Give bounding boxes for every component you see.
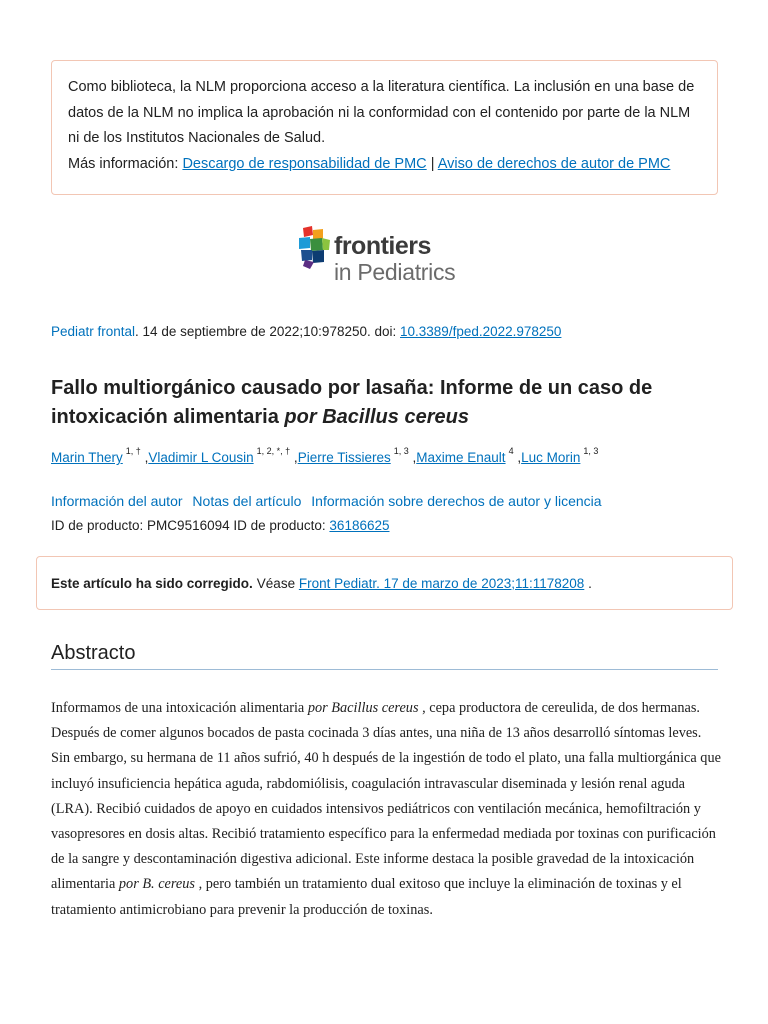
citation-line	[51, 324, 561, 339]
pmc-disclaimer-link[interactable]: Descargo de responsabilidad de PMC	[182, 155, 427, 172]
article-notes-toggle[interactable]: Notas del artículo	[192, 493, 302, 509]
correction-link[interactable]: Front Pediatr. 17 de marzo de 2023;11:1178208	[298, 575, 585, 591]
article-info-links	[51, 493, 608, 509]
author-link[interactable]: Maxime Enault	[416, 450, 506, 465]
ids-text: ID de producto: PMC9516094 ID de producto:	[51, 518, 330, 533]
author-affiliation: 4	[508, 446, 514, 456]
pmid-link[interactable]: 36186625	[329, 518, 390, 533]
title-main: Fallo multiorgánico causado por lasaña: Informe de un caso de intoxicación alimentaria	[51, 377, 653, 428]
correction-end: .	[588, 575, 592, 591]
author-affiliation: 1, 3	[393, 446, 409, 456]
abstract-part: , pero también un tratamiento dual exitoso que incluye la eliminación de toxinas y el tratamiento antimicrobiano para prevenir la producción de toxinas.	[51, 876, 682, 918]
nlm-disclaimer-box	[51, 60, 718, 195]
author-separator: ,	[293, 450, 298, 465]
abstract-italic: por B. cereus	[118, 876, 195, 893]
author-affiliation: 1, 3	[583, 446, 599, 456]
copyright-info-toggle[interactable]: Información sobre derechos de autor y licencia	[311, 493, 602, 509]
pmc-copyright-link[interactable]: Aviso de derechos de autor de PMC	[437, 155, 671, 172]
author-affiliation: 1, 2, *, †	[256, 446, 291, 456]
author-link[interactable]: Marin Thery	[51, 450, 123, 465]
correction-bold: Este artículo ha sido corregido.	[51, 575, 253, 591]
abstract-text	[51, 696, 721, 923]
journal-link[interactable]: Pediatr frontal	[51, 324, 136, 339]
logo-word-frontiers: frontiers	[334, 232, 431, 260]
author-link[interactable]: Luc Morin	[521, 450, 581, 465]
author-info-toggle[interactable]: Información del autor	[51, 493, 183, 509]
more-info-label: Más información:	[68, 155, 179, 172]
abstract-heading: Abstracto	[51, 642, 718, 670]
journal-logo[interactable]	[296, 226, 486, 294]
abstract-italic: por Bacillus cereus	[307, 700, 419, 716]
logo-word-pediatrics: in Pediatrics	[334, 259, 456, 285]
title-italic: por Bacillus cereus	[284, 406, 469, 428]
disclaimer-text: Como biblioteca, la NLM proporciona acceso a la literatura científica. La inclusión en una base de datos de la NLM no implica la aprobación ni la conformidad con el contenido por parte de la NLM ni de los Institutos Nacionales de Salud.	[68, 79, 695, 146]
author-separator: ,	[517, 450, 522, 465]
abstract-part: Informamos de una intoxicación alimentaria	[51, 700, 308, 716]
link-separator: |	[430, 155, 435, 172]
article-ids	[51, 518, 390, 533]
author-link[interactable]: Vladimir L Cousin	[148, 450, 254, 465]
abstract-part: , cepa productora de cereulida, de dos hermanas. Después de comer algunos bocados de pasta cocinada 3 días antes, una niña de 13 años desarrolló síntomas leves. Sin embargo, su hermana de 11 años sufrió, 40 h después de la ingestión de todo el plato, una falla multiorgánica que incluyó insuficiencia hepática aguda, rabdomiólisis, coagulación intravascular diseminada y lesión renal aguda (LRA). Recibió cuidados de apoyo en cuidados intensivos pediátricos con ventilación mecánica, hemofiltración y vasopresores en dosis altas. Recibió tratamiento específico para la enfermedad mediada por toxinas con purificación de la sangre y descontaminación digestiva adicional. Este informe destaca la posible gravedad de la intoxicación alimentaria	[51, 700, 721, 893]
frontiers-cube-icon	[296, 226, 332, 270]
article-title	[51, 374, 691, 432]
doi-link[interactable]: 10.3389/fped.2022.978250	[400, 324, 562, 339]
author-separator: ,	[412, 450, 417, 465]
citation-details: . 14 de septiembre de 2022;10:978250. doi:	[135, 324, 397, 339]
author-separator: ,	[144, 450, 149, 465]
author-list	[51, 446, 598, 465]
correction-see: Véase	[256, 575, 296, 591]
correction-notice	[36, 556, 733, 610]
author-link[interactable]: Pierre Tissieres	[297, 450, 391, 465]
author-affiliation: 1, †	[125, 446, 141, 456]
